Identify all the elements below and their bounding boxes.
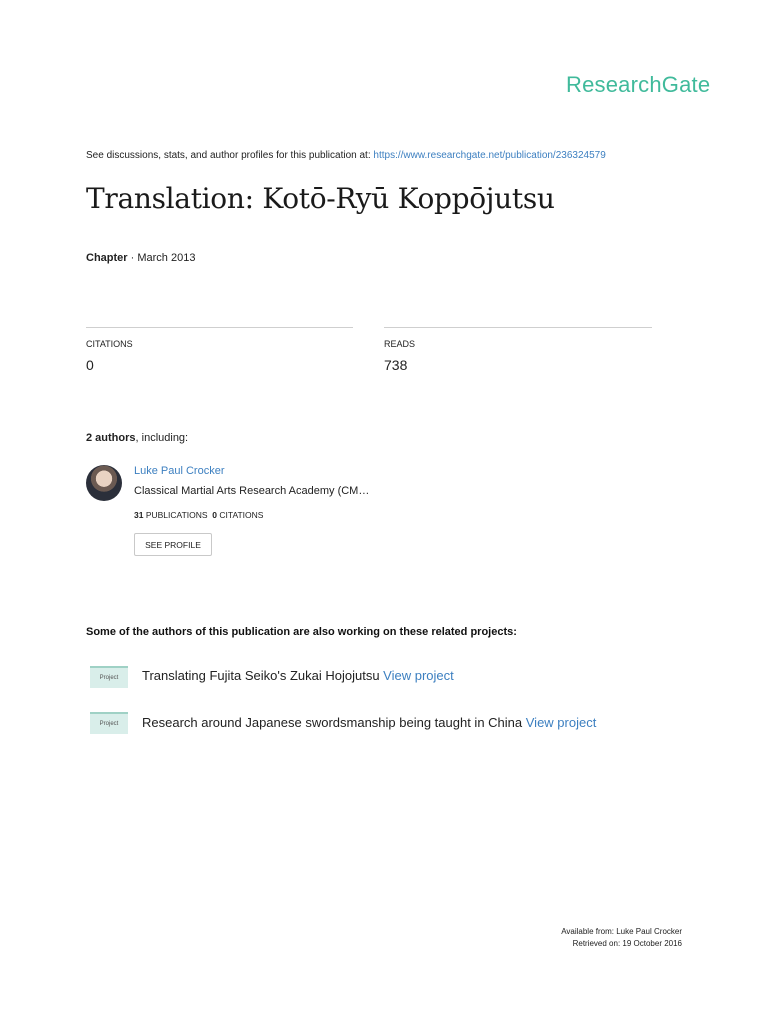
reads-value: 738 <box>384 357 408 373</box>
reads-divider <box>384 327 652 328</box>
publication-source-line <box>86 150 606 161</box>
related-project-item <box>142 668 454 683</box>
project-icon-label: Project <box>99 721 119 727</box>
see-profile-button[interactable]: SEE PROFILE <box>134 533 212 556</box>
reads-label: READS <box>384 339 416 349</box>
researchgate-logo[interactable]: ResearchGate <box>566 72 711 97</box>
publication-meta <box>86 252 195 264</box>
publication-url-link[interactable]: https://www.researchgate.net/publication/236324579 <box>373 150 606 161</box>
authors-suffix: , including: <box>135 432 189 444</box>
meta-separator: · <box>127 252 138 264</box>
citations-value: 0 <box>86 357 94 373</box>
author-publications-count: 31 <box>134 510 144 520</box>
retrieved-on: Retrieved on: 19 October 2016 <box>572 939 682 948</box>
author-avatar[interactable] <box>86 465 122 501</box>
view-project-link[interactable]: View project <box>383 668 454 683</box>
source-prefix: See discussions, stats, and author profiles for this publication at: <box>86 150 374 161</box>
publication-date: March 2013 <box>137 252 196 264</box>
author-citations-count: 0 <box>212 510 218 520</box>
publication-type: Chapter <box>86 252 128 264</box>
related-projects-heading: Some of the authors of this publication are also working on these related projects: <box>86 626 517 638</box>
related-project-item <box>142 715 596 730</box>
project-icon <box>90 666 128 688</box>
project-icon-label: Project <box>99 675 119 681</box>
author-name-link[interactable]: Luke Paul Crocker <box>134 465 225 477</box>
view-project-link[interactable]: View project <box>525 715 597 730</box>
authors-count: 2 authors <box>86 432 136 444</box>
citations-divider <box>86 327 353 328</box>
project-title: Research around Japanese swordsmanship being taught in China <box>142 715 526 730</box>
author-stats <box>134 510 263 520</box>
project-title: Translating Fujita Seiko's Zukai Hojojutsu <box>142 668 384 683</box>
author-affiliation: Classical Martial Arts Research Academy (CM… <box>134 485 370 497</box>
publication-title: Translation: Kotō-Ryū Koppōjutsu <box>86 182 555 215</box>
author-publications-label: PUBLICATIONS <box>143 510 208 520</box>
author-citations-label: CITATIONS <box>217 510 264 520</box>
available-from: Available from: Luke Paul Crocker <box>561 927 682 936</box>
project-icon <box>90 712 128 734</box>
authors-heading <box>86 432 188 444</box>
citations-label: CITATIONS <box>86 339 133 349</box>
